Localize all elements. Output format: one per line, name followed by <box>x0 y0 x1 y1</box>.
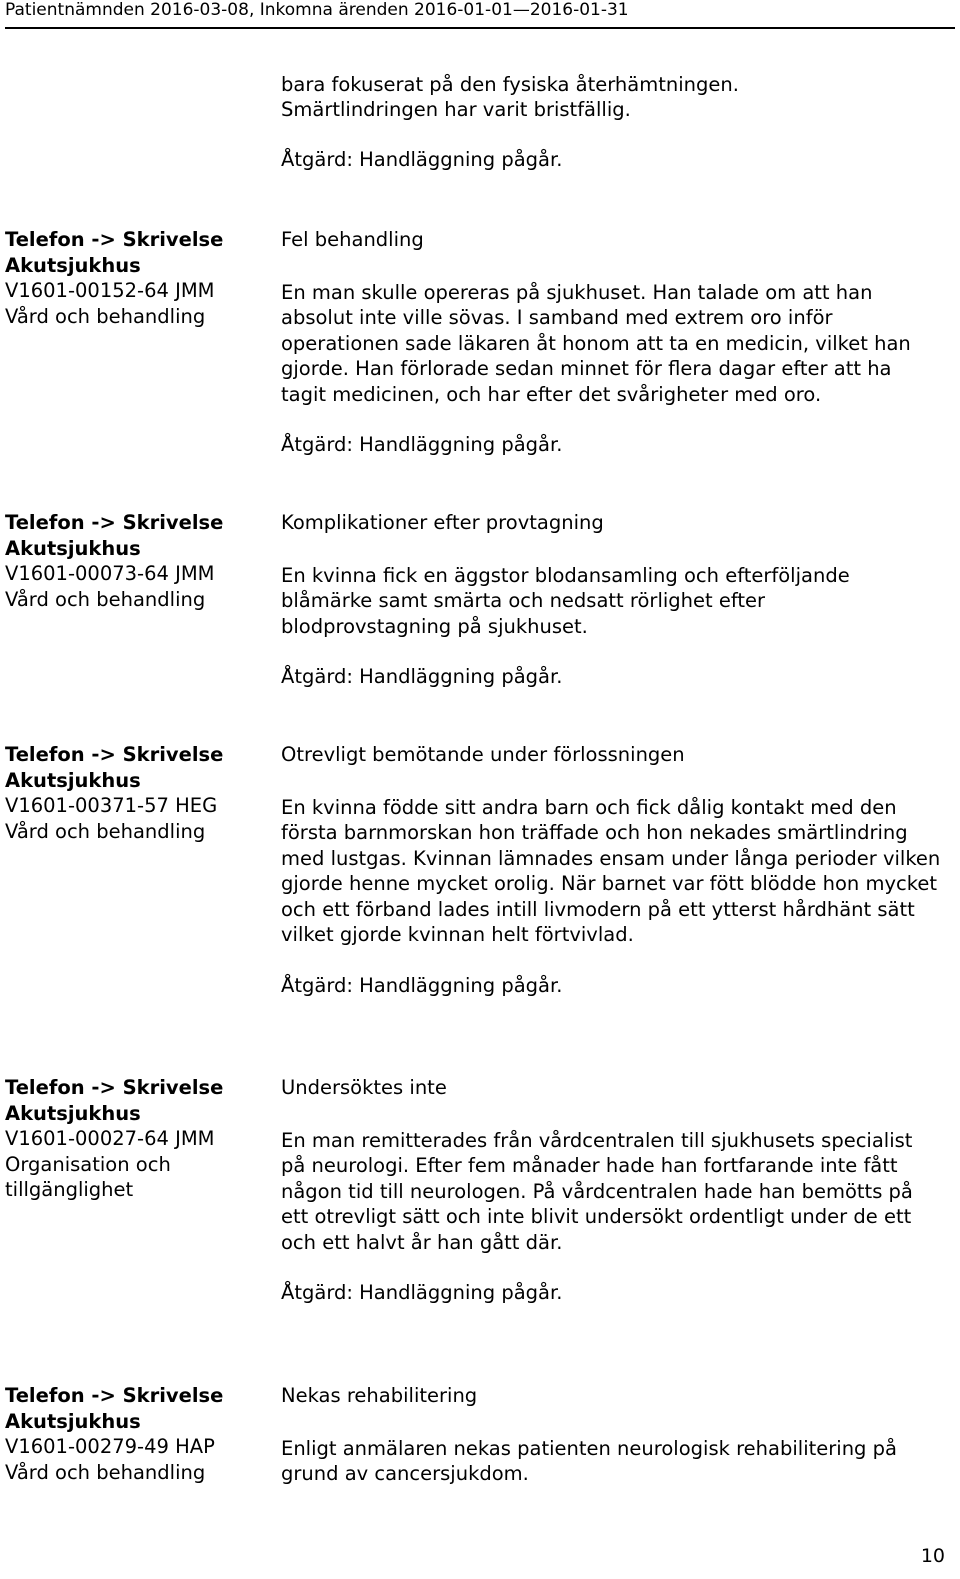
intro-continuation <box>281 72 941 172</box>
case-number: V1601-00279-49 HAP <box>5 1435 215 1458</box>
case-unit: Akutsjukhus <box>5 768 141 792</box>
case-meta <box>5 1075 270 1203</box>
intro-line: bara fokuserat på den fysiska återhämtningen. <box>281 73 739 96</box>
case-text: En man remitterades från vårdcentralen till sjukhusets specialist på neurologi. Efter fem månader hade han fortfarande inte fått någon tid till neurologen. På vårdcentralen hade han bemötts på ett otrevligt sätt och inte blivit undersökt ordentligt under de ett och ett halvt år han gått där. <box>281 1128 913 1254</box>
case-channel: Telefon -> Skrivelse <box>5 228 224 251</box>
case-title: Nekas rehabilitering <box>281 1384 478 1407</box>
action-status: Åtgärd: Handläggning pågår. <box>281 973 563 997</box>
case-body <box>281 227 941 458</box>
case-title: Komplikationer efter provtagning <box>281 511 604 534</box>
case-category: Vård och behandling <box>5 304 206 328</box>
case-number: V1601-00371-57 HEG <box>5 794 218 817</box>
case-body <box>281 742 941 998</box>
page-header <box>5 0 955 29</box>
case-category: Vård och behandling <box>5 819 206 843</box>
case-unit: Akutsjukhus <box>5 536 141 560</box>
action-status: Åtgärd: Handläggning pågår. <box>281 665 563 688</box>
case-channel: Telefon -> Skrivelse <box>5 1076 224 1099</box>
case-number: V1601-00027-64 JMM <box>5 1127 215 1150</box>
case-title: Otrevligt bemötande under förlossningen <box>281 743 685 766</box>
case-meta <box>5 510 270 612</box>
header-text: Patientnämnden 2016-03-08, Inkomna ärenden 2016-01-01—2016-01-31 <box>5 0 629 20</box>
page-number: 10 <box>920 1545 945 1567</box>
action-status: Åtgärd: Handläggning pågår. <box>281 1281 563 1304</box>
case-category: Organisation och tillgänglighet <box>5 1152 171 1201</box>
intro-line: Smärtlindringen har varit bristfällig. <box>281 98 631 121</box>
case-text: En man skulle opereras på sjukhuset. Han talade om att han absolut inte ville sövas. I samband med extrem oro inför operationen sade läkaren åt honom att ta en medicin, vilket han gjorde. Han förlorade sedan minnet för flera dagar efter att ha tagit medicinen, och har efter det svårigheter med oro. <box>281 280 911 406</box>
case-number: V1601-00073-64 JMM <box>5 562 215 585</box>
case-meta <box>5 1383 270 1485</box>
case-title: Fel behandling <box>281 228 424 251</box>
case-meta <box>5 742 270 844</box>
case-unit: Akutsjukhus <box>5 1409 141 1433</box>
case-body <box>281 1075 941 1306</box>
case-channel: Telefon -> Skrivelse <box>5 511 224 534</box>
case-category: Vård och behandling <box>5 1460 206 1484</box>
case-category: Vård och behandling <box>5 587 206 611</box>
case-unit: Akutsjukhus <box>5 1101 141 1125</box>
case-text: En kvinna födde sitt andra barn och fick dålig kontakt med den första barnmorskan hon träffade och hon nekades smärtlindring med lustgas. Kvinnan lämnades ensam under långa perioder vilken gjorde henne mycket orolig. När barnet var fött blödde hon mycket och ett förband lades intill livmodern på ett ytterst hårdhänt sätt vilket gjorde kvinnan helt förtvivlad. <box>281 795 941 946</box>
case-channel: Telefon -> Skrivelse <box>5 1384 224 1407</box>
case-meta <box>5 227 270 329</box>
case-unit: Akutsjukhus <box>5 253 141 277</box>
case-number: V1601-00152-64 JMM <box>5 279 215 302</box>
case-title: Undersöktes inte <box>281 1076 447 1099</box>
action-status: Åtgärd: Handläggning pågår. <box>281 148 563 171</box>
action-status: Åtgärd: Handläggning pågår. <box>281 433 563 456</box>
case-channel: Telefon -> Skrivelse <box>5 743 224 766</box>
case-body <box>281 1383 941 1487</box>
case-text: En kvinna fick en äggstor blodansamling och efterföljande blåmärke samt smärta och nedsatt rörlighet efter blodprovstagning på sjukhuset. <box>281 563 850 638</box>
case-body <box>281 510 941 690</box>
case-text: Enligt anmälaren nekas patienten neurologisk rehabilitering på grund av cancersjukdom. <box>281 1436 897 1485</box>
